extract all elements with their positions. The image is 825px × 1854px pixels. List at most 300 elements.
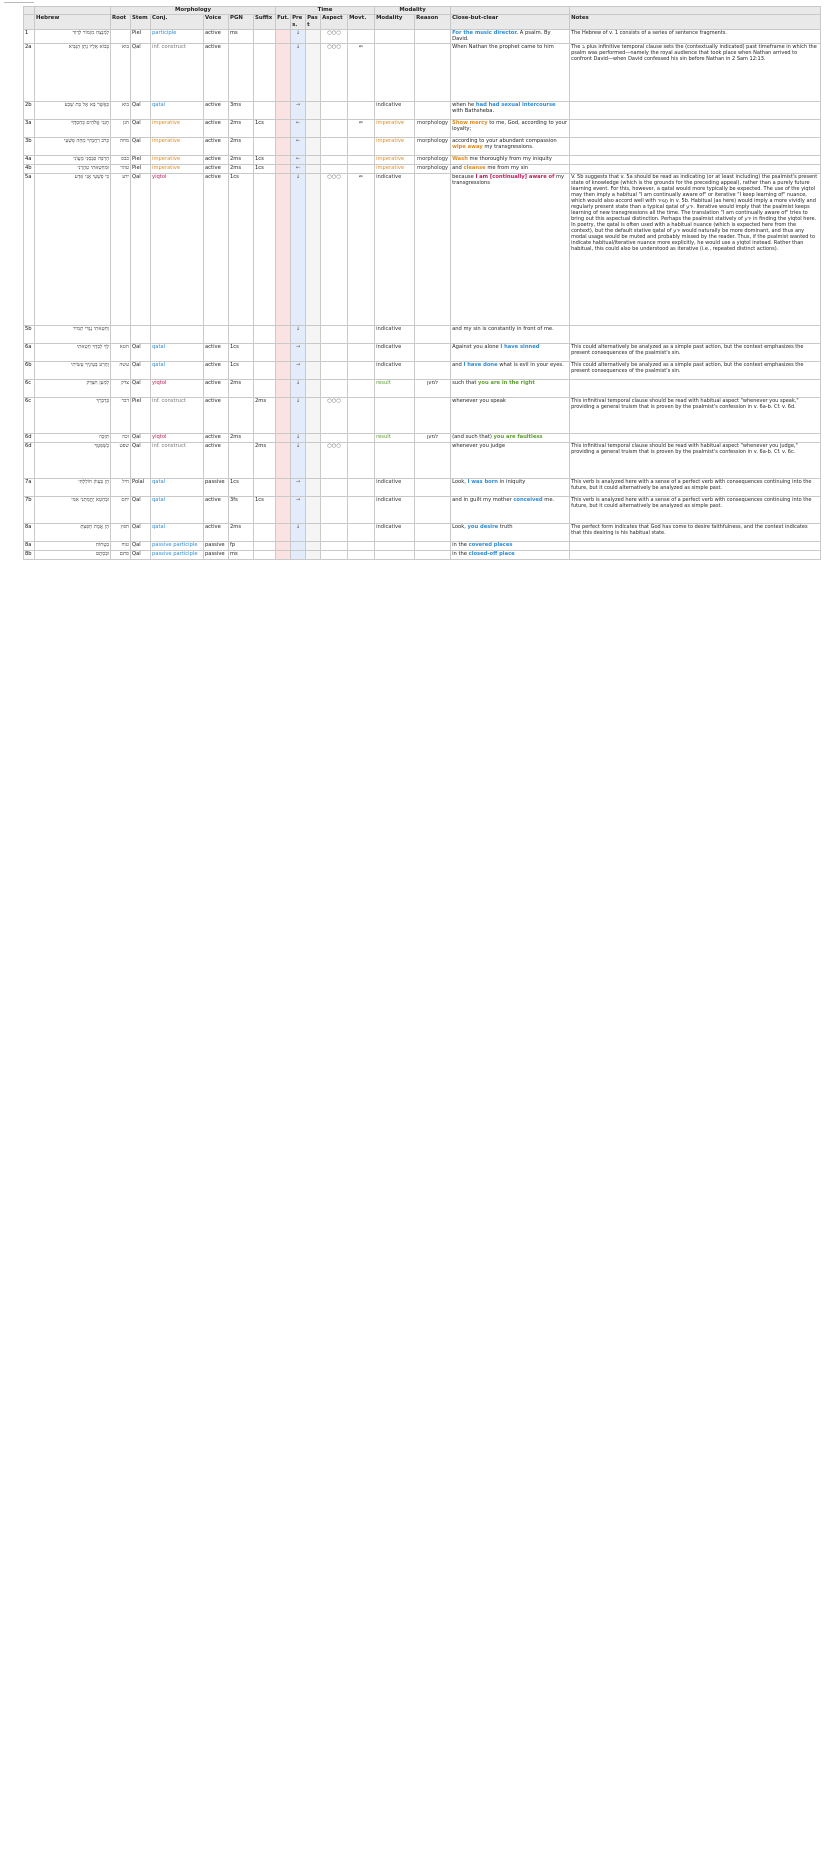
cbc-pre: whenever you judge [452, 442, 506, 449]
table-row [24, 164, 821, 173]
voice: active [204, 155, 229, 164]
movement [348, 164, 375, 173]
header-group-row [24, 7, 821, 15]
voice: passive [204, 550, 229, 559]
hebrew-text: וּבְחֵטְא יֶחֱמַתְנִי אִמִּי [35, 496, 111, 523]
cbc-pre: in the [452, 541, 469, 548]
cbc-post: with Bathsheba. [452, 108, 495, 115]
cbc-highlight: you desire [467, 523, 499, 530]
time-future [276, 442, 291, 478]
voice: active [204, 397, 229, 433]
cbc-pre: (and such that) [452, 433, 494, 440]
col-hebrew: Hebrew [35, 15, 111, 30]
modality: indicative [375, 343, 415, 361]
conjugation: qatal [151, 343, 204, 361]
root: עשה [111, 361, 131, 379]
conjugation: participle [151, 30, 204, 44]
aspect [321, 137, 348, 155]
cbc-pre: Look, [452, 523, 468, 530]
movement [348, 361, 375, 379]
aspect [321, 550, 348, 559]
root: שפט [111, 442, 131, 478]
stem: Piel [131, 397, 151, 433]
time-future [276, 119, 291, 137]
hebrew-text: בְשָׁפְטֶךָ [35, 442, 111, 478]
cbc-pre: Look, [452, 478, 468, 485]
verse-ref: 3a [24, 119, 35, 137]
root: טהר [111, 164, 131, 173]
aspect [321, 379, 348, 397]
top-rule [4, 2, 34, 3]
time-future [276, 343, 291, 361]
verse-ref: 4b [24, 164, 35, 173]
notes [570, 164, 821, 173]
hebrew-text: כְּרֹב רַחֲמֶיךָ מְחֵה פְשָׁעָי [35, 137, 111, 155]
movement [348, 442, 375, 478]
reason: למען [415, 433, 451, 442]
conjugation: imperative [151, 155, 204, 164]
time-future [276, 433, 291, 442]
notes [570, 433, 821, 442]
movement [348, 155, 375, 164]
reason: למען [415, 379, 451, 397]
time-past [306, 496, 321, 523]
movement: ⇐ [348, 43, 375, 101]
cbc-pre: such that [452, 379, 479, 386]
cbc-post: truth [498, 523, 513, 530]
modality [375, 541, 415, 550]
root [111, 30, 131, 44]
reason [415, 523, 451, 541]
time-arrow: ← [291, 119, 306, 137]
voice: active [204, 379, 229, 397]
verse-ref: 6c [24, 397, 35, 433]
time-past [306, 442, 321, 478]
cbc-highlight: Wash [452, 155, 468, 162]
verse-ref: 2a [24, 43, 35, 101]
voice: active [204, 523, 229, 541]
pgn: 1cs [229, 478, 254, 496]
aspect [321, 343, 348, 361]
movement [348, 478, 375, 496]
voice: active [204, 119, 229, 137]
verse-ref: 1 [24, 30, 35, 44]
modality: indicative [375, 496, 415, 523]
suffix [254, 43, 276, 101]
aspect [321, 325, 348, 343]
col-conj: Conj. [151, 15, 204, 30]
verse-ref: 6c [24, 379, 35, 397]
conjugation: imperative [151, 137, 204, 155]
stem: Qal [131, 361, 151, 379]
reason: morphology [415, 119, 451, 137]
time-future [276, 325, 291, 343]
col-past: Past [306, 15, 321, 30]
stem: Qal [131, 379, 151, 397]
verse-ref: 7a [24, 478, 35, 496]
hebrew-text: כִּי פְשָׁעַי אֲנִי אֵדָע [35, 173, 111, 325]
col-reason: Reason [415, 15, 451, 30]
table-row [24, 101, 821, 119]
close-but-clear [451, 478, 570, 496]
verse-ref: 8b [24, 550, 35, 559]
reason: morphology [415, 164, 451, 173]
aspect: ○○○ [321, 442, 348, 478]
movement [348, 496, 375, 523]
time-past [306, 541, 321, 550]
conjugation: qatal [151, 496, 204, 523]
modality [375, 30, 415, 44]
notes [570, 119, 821, 137]
close-but-clear [451, 496, 570, 523]
cbc-pre: When Nathan the prophet came to him [452, 43, 554, 50]
hebrew-text: וּבְסָתֻם [35, 550, 111, 559]
time-past [306, 43, 321, 101]
root: ידע [111, 173, 131, 325]
hebrew-text: כַּאֲשֶׁר בָּא אֶל בַּת שָׁבַע [35, 101, 111, 119]
modality [375, 442, 415, 478]
reason: morphology [415, 155, 451, 164]
notes: V. 5b suggests that v. 5a should be read as indicating (or at least including) the psalmist's present state of knowledge (which is the grounds for the preceding appeal), rather than a purely future learning event. For this, however, a qatal would more typically be expected. The use of the yiqtol may then imply a habitual "I am continually aware of" or iterative "I keep learning of" nuance, which would also accord well with תָמִיד in v. 5b. Habitual (as here) would imply a more vividly and regularly present state than a typical qatal of ידע. Iterative would imply that the psalmist keeps learning of new transgressions all the time. The translation "I am continually aware of" tries to bring out this aspectual distinction. Perhaps the psalmist statively of ידע in finding the yiqtol here. In poetry, the qatal is often used with a habitual nuance (which is expected here from the context), but the default stative qatal of ידע would naturally be more dominant, and thus any modal usage would be muted and probably missed by the reader. Thus, if the psalmist wanted to indicate habitual/iterative nuance more explicitly, he would use a yiqtol instead. Rather than habitual, this could also be understood as iterative (i.e., repeated distinct actions). [570, 173, 821, 325]
time-arrow: ↓ [291, 43, 306, 101]
cbc-pre: and my sin is constantly in front of me. [452, 325, 554, 332]
cbc-post: my transgressions. [482, 144, 534, 151]
hebrew-text: לַמְנַצֵּחַ מִזְמוֹר לְדָוִד [35, 30, 111, 44]
time-past [306, 478, 321, 496]
time-future [276, 541, 291, 550]
aspect [321, 433, 348, 442]
suffix [254, 325, 276, 343]
notes [570, 137, 821, 155]
time-arrow: → [291, 343, 306, 361]
modality [375, 550, 415, 559]
cbc-highlight: had had sexual intercourse [475, 101, 556, 108]
suffix [254, 550, 276, 559]
suffix [254, 478, 276, 496]
cbc-highlight: closed-off place [468, 550, 515, 557]
modality: imperative [375, 137, 415, 155]
table-row [24, 30, 821, 44]
time-arrow [291, 541, 306, 550]
reason [415, 541, 451, 550]
conjugation: inf. construct [151, 442, 204, 478]
cbc-pre: and [452, 164, 464, 171]
stem: Qal [131, 442, 151, 478]
table-row [24, 478, 821, 496]
conjugation: yiqtol [151, 173, 204, 325]
cbc-highlight: I have done [463, 361, 498, 368]
time-future [276, 30, 291, 44]
time-future [276, 397, 291, 433]
verse-ref: 6d [24, 433, 35, 442]
verse-ref: 5a [24, 173, 35, 325]
notes [570, 379, 821, 397]
voice: active [204, 101, 229, 119]
cbc-highlight: you are faultless [493, 433, 543, 440]
close-but-clear [451, 164, 570, 173]
time-past [306, 433, 321, 442]
table-row [24, 43, 821, 101]
movement [348, 433, 375, 442]
voice: active [204, 43, 229, 101]
notes: The ב plus infinitive temporal clause sets the (contextually indicated) past timeframe in which the psalm was performed—namely the royal audience that took place when Nathan arrived to confront David—when David confessed his sin before Nathan in 2 Sam 12:13. [570, 43, 821, 101]
conjugation: passive participle [151, 550, 204, 559]
aspect: ○○○ [321, 173, 348, 325]
root: חפץ [111, 523, 131, 541]
time-past [306, 119, 321, 137]
hebrew-text: בַטֻּחוֹת [35, 541, 111, 550]
time-future [276, 155, 291, 164]
cbc-highlight: wipe away [452, 144, 483, 151]
reason [415, 550, 451, 559]
root [111, 325, 131, 343]
stem: Qal [131, 101, 151, 119]
suffix [254, 379, 276, 397]
time-arrow: ↓ [291, 173, 306, 325]
table-row [24, 379, 821, 397]
aspect [321, 523, 348, 541]
time-past [306, 523, 321, 541]
close-but-clear [451, 379, 570, 397]
verse-ref: 6d [24, 442, 35, 478]
modality: result [375, 379, 415, 397]
header-row [24, 15, 821, 30]
root: יחם [111, 496, 131, 523]
cbc-highlight: Show mercy [452, 119, 488, 126]
time-future [276, 550, 291, 559]
group-time: Time [276, 7, 375, 15]
conjugation: passive participle [151, 541, 204, 550]
time-arrow: ↓ [291, 433, 306, 442]
conjugation: qatal [151, 523, 204, 541]
pgn: 2ms [229, 433, 254, 442]
root: צדק [111, 379, 131, 397]
conjugation: inf. construct [151, 43, 204, 101]
time-future [276, 164, 291, 173]
time-arrow: ↓ [291, 325, 306, 343]
notes: This could alternatively be analyzed as a simple past action, but the context emphasizes the present consequences of the psalmist's sin. [570, 361, 821, 379]
movement [348, 30, 375, 44]
modality: indicative [375, 361, 415, 379]
suffix: 1cs [254, 496, 276, 523]
modality: imperative [375, 119, 415, 137]
table-row [24, 137, 821, 155]
table-row [24, 550, 821, 559]
time-past [306, 101, 321, 119]
reason [415, 325, 451, 343]
cbc-post: me thoroughly from my iniquity [467, 155, 552, 162]
stem: Piel [131, 155, 151, 164]
cbc-highlight: I was born [467, 478, 498, 485]
movement [348, 550, 375, 559]
time-future [276, 43, 291, 101]
voice: passive [204, 541, 229, 550]
close-but-clear [451, 155, 570, 164]
time-future [276, 496, 291, 523]
notes [570, 155, 821, 164]
cbc-post: A psalm. By David. [452, 30, 551, 43]
time-future [276, 478, 291, 496]
stem: Qal [131, 550, 151, 559]
stem: Qal [131, 541, 151, 550]
time-arrow: ← [291, 164, 306, 173]
modality: indicative [375, 478, 415, 496]
root: טוח [111, 541, 131, 550]
notes: This infinitival temporal clause should be read with habitual aspect "whenever you judge," providing a general truism that is proven by the psalmist's confession in v. 6a-b. Cf. v. 6c. [570, 442, 821, 478]
time-arrow: ↓ [291, 30, 306, 44]
hebrew-text: וְהָרַע בְּעֵינֶיךָ עָשִׂיתִי [35, 361, 111, 379]
cbc-highlight: For the music director. [452, 30, 519, 36]
aspect: ○○○ [321, 30, 348, 44]
hebrew-text: הַרְבֵּה כַּבְּסֵנִי מֵעֲוֹנִי [35, 155, 111, 164]
voice: active [204, 496, 229, 523]
table-row [24, 361, 821, 379]
movement: ⇐ [348, 173, 375, 325]
movement [348, 343, 375, 361]
aspect: ○○○ [321, 397, 348, 433]
table-row [24, 397, 821, 433]
close-but-clear [451, 523, 570, 541]
cbc-pre: and in guilt my mother [452, 496, 514, 503]
suffix: 2ms [254, 397, 276, 433]
time-past [306, 550, 321, 559]
close-but-clear [451, 173, 570, 325]
root: חנן [111, 119, 131, 137]
pgn: ms [229, 30, 254, 44]
conjugation: qatal [151, 361, 204, 379]
root: חיל [111, 478, 131, 496]
time-future [276, 101, 291, 119]
close-but-clear [451, 343, 570, 361]
cbc-highlight: covered places [468, 541, 513, 548]
movement [348, 379, 375, 397]
close-but-clear [451, 43, 570, 101]
col-pres: Pres. [291, 15, 306, 30]
notes: This verb is analyzed here with a sense of a perfect verb with consequences continuing into the future, but it could alternatively be analyzed as simple past. [570, 478, 821, 496]
suffix: 1cs [254, 164, 276, 173]
col-voice: Voice [204, 15, 229, 30]
table-row [24, 155, 821, 164]
stem: Qal [131, 523, 151, 541]
close-but-clear [451, 541, 570, 550]
pgn: 1cs [229, 343, 254, 361]
hebrew-text: לְךָ לְבַדְּךָ חָטָאתִי [35, 343, 111, 361]
suffix: 2ms [254, 442, 276, 478]
aspect [321, 101, 348, 119]
reason [415, 478, 451, 496]
suffix [254, 523, 276, 541]
verse-ref: 8a [24, 541, 35, 550]
time-future [276, 523, 291, 541]
movement [348, 523, 375, 541]
verse-ref: 6b [24, 361, 35, 379]
modality: indicative [375, 101, 415, 119]
table-row [24, 343, 821, 361]
verse-ref: 7b [24, 496, 35, 523]
modality: imperative [375, 164, 415, 173]
pgn [229, 442, 254, 478]
cbc-highlight: I am [continually] aware of [475, 173, 555, 180]
notes: The perfect form indicates that God has come to desire faithfulness, and the context indicates that this desiring is his habitual state. [570, 523, 821, 541]
suffix [254, 361, 276, 379]
cbc-highlight: cleanse [463, 164, 486, 171]
reason [415, 496, 451, 523]
notes: This infinitival temporal clause should be read with habitual aspect "whenever you speak," providing a general truism that is proven by the psalmist's confession in v. 6a-b. Cf. v. 6d. [570, 397, 821, 433]
table-row [24, 325, 821, 343]
voice: active [204, 164, 229, 173]
time-arrow: → [291, 478, 306, 496]
table-row [24, 442, 821, 478]
suffix [254, 541, 276, 550]
time-past [306, 325, 321, 343]
time-arrow: ← [291, 137, 306, 155]
notes [570, 541, 821, 550]
hebrew-text: וְחַטָּאתִי נֶגְדִּי תָמִיד [35, 325, 111, 343]
hebrew-text: בְּדָבְרֶךָ [35, 397, 111, 433]
col-aspect: Aspect [321, 15, 348, 30]
time-past [306, 164, 321, 173]
pgn: 2ms [229, 164, 254, 173]
time-past [306, 361, 321, 379]
col-modality: Modality [375, 15, 415, 30]
conjugation: qatal [151, 101, 204, 119]
voice: active [204, 30, 229, 44]
cbc-pre: when he [452, 101, 476, 108]
verse-ref: 2b [24, 101, 35, 119]
pgn: fp [229, 541, 254, 550]
voice: active [204, 442, 229, 478]
col-fut: Fut. [276, 15, 291, 30]
pgn: 2ms [229, 155, 254, 164]
time-arrow: ↓ [291, 397, 306, 433]
suffix [254, 433, 276, 442]
notes: This could alternatively be analyzed as a simple past action, but the context emphasizes the present consequences of the psalmist's sin. [570, 343, 821, 361]
stem: Qal [131, 343, 151, 361]
conjugation: imperative [151, 119, 204, 137]
cbc-pre: whenever you speak [452, 397, 506, 404]
stem: Qal [131, 137, 151, 155]
table-row [24, 173, 821, 325]
close-but-clear [451, 325, 570, 343]
suffix [254, 137, 276, 155]
close-but-clear [451, 30, 570, 44]
close-but-clear [451, 361, 570, 379]
stem [131, 325, 151, 343]
time-future [276, 137, 291, 155]
suffix: 1cs [254, 155, 276, 164]
stem: Polal [131, 478, 151, 496]
modality: indicative [375, 523, 415, 541]
movement: ⇐ [348, 119, 375, 137]
table-row [24, 496, 821, 523]
root: דבר [111, 397, 131, 433]
col-stem: Stem [131, 15, 151, 30]
voice: active [204, 173, 229, 325]
modality: indicative [375, 325, 415, 343]
voice [204, 325, 229, 343]
root: מחה [111, 137, 131, 155]
reason [415, 43, 451, 101]
group-morphology: Morphology [111, 7, 276, 15]
group-modality: Modality [375, 7, 451, 15]
cbc-highlight: conceived [513, 496, 543, 503]
grammar-table [23, 6, 821, 560]
suffix [254, 173, 276, 325]
reason [415, 173, 451, 325]
notes [570, 550, 821, 559]
conjugation [151, 325, 204, 343]
root: כבס [111, 155, 131, 164]
